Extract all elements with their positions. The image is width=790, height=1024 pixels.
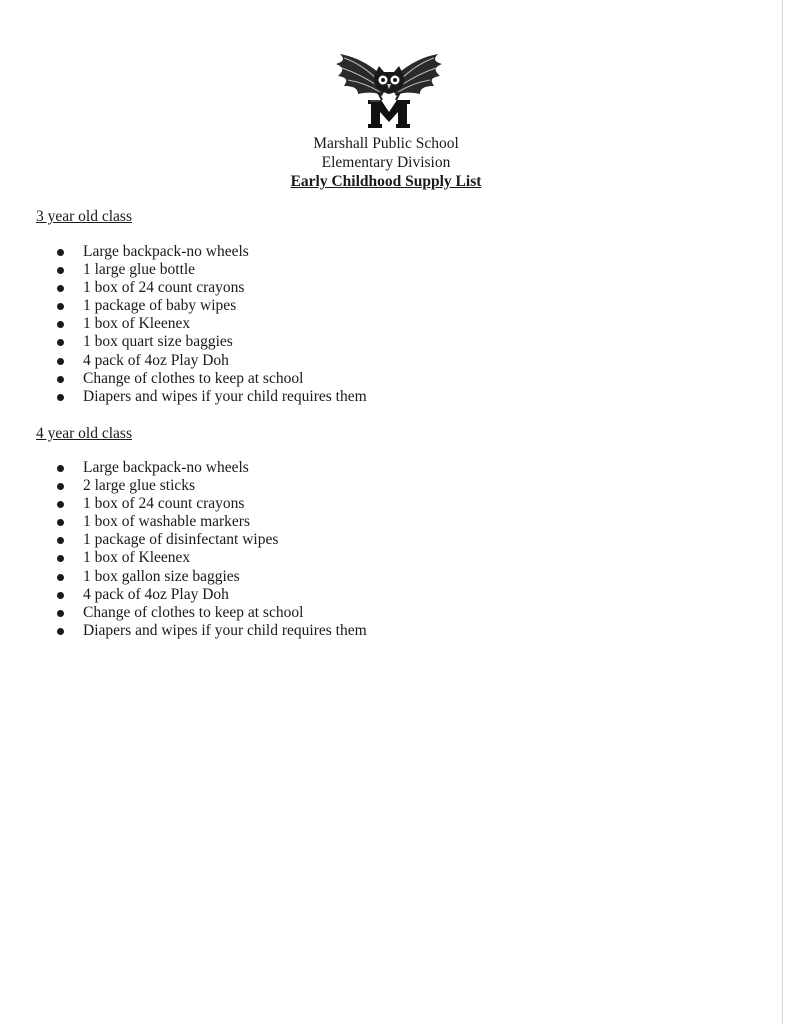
bullet-icon xyxy=(57,267,64,274)
bullet-icon xyxy=(57,249,64,256)
list-item: Diapers and wipes if your child requires them xyxy=(54,388,367,406)
bullet-icon xyxy=(57,465,64,472)
supply-list-4-year-old xyxy=(54,459,367,640)
bullet-icon xyxy=(57,483,64,490)
list-item: 1 package of baby wipes xyxy=(54,297,367,315)
owl-mascot-icon xyxy=(332,52,446,130)
bullet-icon xyxy=(57,394,64,401)
bullet-icon xyxy=(57,358,64,365)
bullet-icon xyxy=(57,628,64,635)
list-item: Large backpack-no wheels xyxy=(54,243,367,261)
page-edge-line xyxy=(782,0,783,1024)
bullet-icon xyxy=(57,321,64,328)
list-item: 4 pack of 4oz Play Doh xyxy=(54,352,367,370)
list-item: Change of clothes to keep at school xyxy=(54,370,367,388)
document-header xyxy=(0,134,772,191)
list-item: 4 pack of 4oz Play Doh xyxy=(54,586,367,604)
bullet-icon xyxy=(57,339,64,346)
list-item: 1 box of 24 count crayons xyxy=(54,279,367,297)
bullet-icon xyxy=(57,303,64,310)
list-item: 1 package of disinfectant wipes xyxy=(54,531,367,549)
bullet-icon xyxy=(57,574,64,581)
bullet-icon xyxy=(57,610,64,617)
list-item: 1 box of Kleenex xyxy=(54,315,367,333)
bullet-icon xyxy=(57,537,64,544)
bullet-icon xyxy=(57,592,64,599)
list-item: 1 box of washable markers xyxy=(54,513,367,531)
bullet-icon xyxy=(57,285,64,292)
school-name: Marshall Public School xyxy=(313,135,459,152)
list-item: Diapers and wipes if your child requires them xyxy=(54,622,367,640)
list-item: 1 large glue bottle xyxy=(54,261,367,279)
division-name: Elementary Division xyxy=(321,154,451,171)
section-label-4-year-old: 4 year old class xyxy=(36,425,132,442)
bullet-icon xyxy=(57,519,64,526)
list-item: Large backpack-no wheels xyxy=(54,459,367,477)
list-item: 2 large glue sticks xyxy=(54,477,367,495)
supply-list-3-year-old xyxy=(54,243,367,406)
list-item: Change of clothes to keep at school xyxy=(54,604,367,622)
section-label-3-year-old: 3 year old class xyxy=(36,208,132,225)
list-item: 1 box of 24 count crayons xyxy=(54,495,367,513)
list-item: 1 box gallon size baggies xyxy=(54,568,367,586)
bullet-icon xyxy=(57,555,64,562)
list-item: 1 box of Kleenex xyxy=(54,549,367,567)
bullet-icon xyxy=(57,376,64,383)
page-title: Early Childhood Supply List xyxy=(290,173,482,190)
bullet-icon xyxy=(57,501,64,508)
list-item: 1 box quart size baggies xyxy=(54,333,367,351)
